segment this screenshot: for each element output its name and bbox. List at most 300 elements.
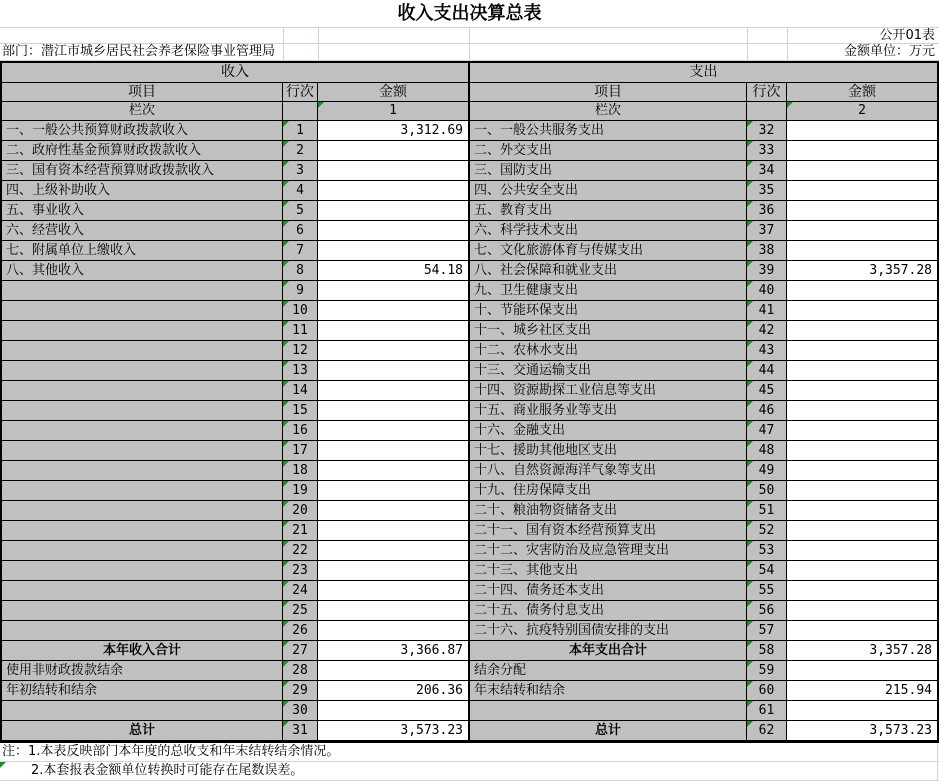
income-line-cell[interactable]: 23 [283,561,318,580]
income-item-cell[interactable] [2,581,283,600]
expenditure-lanci-value-cell[interactable] [787,102,937,120]
income-amount-cell[interactable] [318,321,468,340]
income-row-21 [2,521,468,541]
comment-indicator-icon [283,541,289,547]
comment-indicator-icon [283,361,289,367]
expenditure-amount-cell[interactable] [787,121,937,140]
income-row-30 [2,701,468,721]
income-column-headers [2,83,468,102]
expenditure-amount-cell[interactable] [787,361,937,380]
expenditure-amount-cell[interactable] [787,301,937,320]
expenditure-line-cell[interactable]: 61 [747,701,787,720]
comment-indicator-icon [747,141,753,147]
income-item-cell[interactable] [2,281,283,300]
expenditure-line-cell[interactable]: 44 [747,361,787,380]
income-item-cell[interactable] [2,701,283,720]
expenditure-line-cell[interactable]: 39 [747,261,787,280]
income-item-cell[interactable] [2,521,283,540]
expenditure-amount-cell[interactable] [787,501,937,520]
income-item-cell[interactable] [2,621,283,640]
income-row-12 [2,341,468,361]
expenditure-row-44 [470,361,937,381]
income-amount-cell[interactable] [318,141,468,160]
income-line-cell[interactable]: 14 [283,381,318,400]
income-line-cell[interactable]: 8 [283,261,318,280]
notes-area [0,743,939,781]
comment-indicator-icon [747,601,753,607]
income-item-cell[interactable] [2,461,283,480]
expenditure-lanci-blank-cell[interactable] [747,102,787,120]
expenditure-row-55 [470,581,937,601]
income-row-11 [2,321,468,341]
income-amount-cell[interactable] [318,201,468,220]
income-lanci-value-cell[interactable] [318,102,468,120]
expenditure-item-cell[interactable]: 本年支出合计 [470,641,747,660]
department-label: 部门：潜江市城乡居民社会养老保险事业管理局 [2,44,276,59]
comment-indicator-icon [747,641,753,647]
income-line-cell[interactable]: 9 [283,281,318,300]
income-row-23 [2,561,468,581]
expenditure-amount-cell[interactable] [787,701,937,720]
income-amount-cell[interactable] [318,361,468,380]
expenditure-item-cell[interactable]: 十、节能环保支出 [470,301,747,320]
expenditure-item-cell[interactable]: 八、社会保障和就业支出 [470,261,747,280]
income-amount-cell[interactable] [318,161,468,180]
expenditure-line-cell[interactable]: 32 [747,121,787,140]
expenditure-lanci-label-cell[interactable]: 栏次 [470,102,747,120]
comment-indicator-icon [747,261,753,267]
income-amount-cell[interactable]: 3,573.23 [318,721,468,740]
expenditure-amount-cell[interactable] [787,601,937,620]
income-line-cell[interactable]: 3 [283,161,318,180]
expenditure-line-cell[interactable]: 56 [747,601,787,620]
income-line-cell[interactable]: 1 [283,121,318,140]
income-line-cell[interactable]: 16 [283,421,318,440]
comment-indicator-icon [283,581,289,587]
income-lanci-blank-cell[interactable] [283,102,318,120]
income-item-cell[interactable] [2,361,283,380]
expenditure-line-cell[interactable]: 48 [747,441,787,460]
income-line-cell[interactable]: 31 [283,721,318,740]
income-amount-cell[interactable]: 54.18 [318,261,468,280]
comment-indicator-icon [283,321,289,327]
income-row-2 [2,141,468,161]
expenditure-row-53 [470,541,937,561]
meta-row-sheet-label [0,28,939,44]
income-item-cell[interactable] [2,401,283,420]
comment-indicator-icon [747,121,753,127]
expenditure-row-51 [470,501,937,521]
income-amount-cell[interactable] [318,561,468,580]
income-amount-cell[interactable] [318,501,468,520]
income-item-cell[interactable]: 二、政府性基金预算财政拨款收入 [2,141,283,160]
expenditure-line-cell[interactable]: 55 [747,581,787,600]
expenditure-item-cell[interactable]: 二十六、抗疫特别国债安排的支出 [470,621,747,640]
income-line-cell[interactable]: 19 [283,481,318,500]
expenditure-section-title[interactable]: 支出 [470,63,937,83]
comment-indicator-icon [283,461,289,467]
expenditure-header-amount[interactable]: 金额 [787,83,937,101]
income-row-17 [2,441,468,461]
expenditure-header-line[interactable]: 行次 [747,83,787,101]
note-line-2-text: 2.本套报表金额单位转换时可能存在尾数误差。 [31,763,304,778]
comment-indicator-icon [747,681,753,687]
income-item-cell[interactable]: 七、附属单位上缴收入 [2,241,283,260]
income-amount-cell[interactable] [318,581,468,600]
income-lanci-label-cell[interactable]: 栏次 [2,102,283,120]
income-item-cell[interactable] [2,561,283,580]
expenditure-line-cell[interactable]: 42 [747,321,787,340]
income-rows [2,121,468,741]
income-line-cell[interactable]: 10 [283,301,318,320]
expenditure-line-cell[interactable]: 54 [747,561,787,580]
expenditure-item-cell[interactable]: 四、公共安全支出 [470,181,747,200]
income-item-cell[interactable]: 使用非财政拨款结余 [2,661,283,680]
income-item-cell[interactable]: 总计 [2,721,283,740]
expenditure-amount-cell[interactable] [787,221,937,240]
expenditure-item-cell[interactable]: 九、卫生健康支出 [470,281,747,300]
expenditure-amount-cell[interactable]: 3,573.23 [787,721,937,740]
expenditure-line-cell[interactable]: 34 [747,161,787,180]
income-amount-cell[interactable] [318,661,468,680]
expenditure-line-cell[interactable]: 60 [747,681,787,700]
income-line-cell[interactable]: 27 [283,641,318,660]
comment-indicator-icon [283,301,289,307]
expenditure-item-cell[interactable]: 结余分配 [470,661,747,680]
expenditure-line-cell[interactable]: 57 [747,621,787,640]
expenditure-amount-cell[interactable] [787,161,937,180]
comment-indicator-icon [747,441,753,447]
income-amount-cell[interactable] [318,221,468,240]
comment-indicator-icon [283,421,289,427]
meta-row-department [0,44,939,61]
expenditure-line-cell[interactable]: 50 [747,481,787,500]
expenditure-amount-cell[interactable] [787,521,937,540]
expenditure-line-cell[interactable]: 51 [747,501,787,520]
income-item-cell[interactable]: 本年收入合计 [2,641,283,660]
comment-indicator-icon [787,102,793,108]
expenditure-row-38 [470,241,937,261]
income-row-20 [2,501,468,521]
expenditure-item-cell[interactable]: 年末结转和结余 [470,681,747,700]
income-amount-cell[interactable]: 3,366.87 [318,641,468,660]
expenditure-item-cell[interactable]: 二十一、国有资本经营预算支出 [470,521,747,540]
comment-indicator-icon [747,301,753,307]
income-amount-cell[interactable] [318,601,468,620]
expenditure-amount-cell[interactable] [787,441,937,460]
income-line-cell[interactable]: 29 [283,681,318,700]
expenditure-line-cell[interactable]: 52 [747,521,787,540]
expenditure-row-32 [470,121,937,141]
income-line-cell[interactable]: 5 [283,201,318,220]
expenditure-line-cell[interactable]: 45 [747,381,787,400]
income-item-cell[interactable]: 三、国有资本经营预算财政拨款收入 [2,161,283,180]
income-amount-cell[interactable] [318,421,468,440]
comment-indicator-icon [747,341,753,347]
expenditure-amount-cell[interactable] [787,241,937,260]
expenditure-line-cell[interactable]: 58 [747,641,787,660]
income-item-cell[interactable] [2,501,283,520]
expenditure-item-cell[interactable]: 二十、粮油物资储备支出 [470,501,747,520]
expenditure-line-cell[interactable]: 47 [747,421,787,440]
expenditure-amount-cell[interactable] [787,421,937,440]
income-row-8 [2,261,468,281]
expenditure-item-cell[interactable]: 十二、农林水支出 [470,341,747,360]
income-item-cell[interactable]: 年初结转和结余 [2,681,283,700]
note-line-2[interactable] [0,762,939,781]
comment-indicator-icon [747,161,753,167]
expenditure-line-cell[interactable]: 53 [747,541,787,560]
income-item-cell[interactable]: 一、一般公共预算财政拨款收入 [2,121,283,140]
expenditure-row-43 [470,341,937,361]
income-line-cell[interactable]: 28 [283,661,318,680]
income-header-line[interactable]: 行次 [283,83,318,101]
comment-indicator-icon [747,501,753,507]
expenditure-amount-cell[interactable]: 3,357.28 [787,261,937,280]
comment-indicator-icon [747,421,753,427]
income-line-cell[interactable]: 21 [283,521,318,540]
expenditure-item-cell[interactable]: 三、国防支出 [470,161,747,180]
expenditure-line-cell[interactable]: 43 [747,341,787,360]
expenditure-row-41 [470,301,937,321]
expenditure-row-61 [470,701,937,721]
income-header-item[interactable]: 项目 [2,83,283,101]
expenditure-amount-cell[interactable] [787,561,937,580]
expenditure-item-cell[interactable]: 十五、商业服务业等支出 [470,401,747,420]
expenditure-item-cell[interactable]: 十四、资源勘探工业信息等支出 [470,381,747,400]
income-header-amount[interactable]: 金额 [318,83,468,101]
expenditure-column-headers [470,83,937,102]
expenditure-amount-cell[interactable] [787,181,937,200]
income-line-cell[interactable]: 20 [283,501,318,520]
income-amount-cell[interactable] [318,521,468,540]
income-item-cell[interactable] [2,301,283,320]
income-amount-cell[interactable]: 3,312.69 [318,121,468,140]
expenditure-item-cell[interactable]: 十三、交通运输支出 [470,361,747,380]
income-line-cell[interactable]: 17 [283,441,318,460]
expenditure-amount-cell[interactable]: 215.94 [787,681,937,700]
comment-indicator-icon [747,321,753,327]
comment-indicator-icon [283,601,289,607]
income-row-7 [2,241,468,261]
income-line-cell[interactable]: 4 [283,181,318,200]
income-amount-cell[interactable] [318,241,468,260]
page-title: 收入支出决算总表 [0,0,939,28]
income-item-cell[interactable] [2,341,283,360]
income-line-cell[interactable]: 12 [283,341,318,360]
comment-indicator-icon [747,241,753,247]
comment-indicator-icon [283,241,289,247]
expenditure-item-cell[interactable] [470,701,747,720]
expenditure-item-cell[interactable]: 二十三、其他支出 [470,561,747,580]
expenditure-item-cell[interactable]: 七、文化旅游体育与传媒支出 [470,241,747,260]
income-item-cell[interactable]: 五、事业收入 [2,201,283,220]
expenditure-row-62 [470,721,937,741]
comment-indicator-icon [283,121,289,127]
expenditure-item-cell[interactable]: 二十四、债务还本支出 [470,581,747,600]
income-item-cell[interactable]: 八、其他收入 [2,261,283,280]
comment-indicator-icon [747,461,753,467]
expenditure-lanci-value: 2 [858,103,866,118]
expenditure-item-cell[interactable]: 一、一般公共服务支出 [470,121,747,140]
income-row-4 [2,181,468,201]
comment-indicator-icon [283,181,289,187]
income-item-cell[interactable]: 四、上级补助收入 [2,181,283,200]
note-line-1[interactable]: 注：1.本表反映部门本年度的总收支和年末结转结余情况。 [0,743,939,762]
expenditure-line-cell[interactable]: 35 [747,181,787,200]
expenditure-row-39 [470,261,937,281]
expenditure-amount-cell[interactable] [787,201,937,220]
income-line-cell[interactable]: 7 [283,241,318,260]
expenditure-line-cell[interactable]: 49 [747,461,787,480]
expenditure-item-cell[interactable]: 十九、住房保障支出 [470,481,747,500]
income-amount-cell[interactable] [318,181,468,200]
income-row-10 [2,301,468,321]
income-amount-cell[interactable] [318,481,468,500]
expenditure-lanci-row [470,102,937,121]
comment-indicator-icon [747,361,753,367]
income-row-25 [2,601,468,621]
income-item-cell[interactable] [2,601,283,620]
income-row-27 [2,641,468,661]
expenditure-row-47 [470,421,937,441]
expenditure-amount-cell[interactable] [787,541,937,560]
comment-indicator-icon [283,281,289,287]
expenditure-amount-cell[interactable] [787,341,937,360]
expenditure-amount-cell[interactable] [787,461,937,480]
income-line-cell[interactable]: 25 [283,601,318,620]
income-section [2,63,470,741]
income-section-title[interactable]: 收入 [2,63,468,83]
income-item-cell[interactable] [2,381,283,400]
expenditure-amount-cell[interactable] [787,401,937,420]
comment-indicator-icon [747,401,753,407]
income-row-3 [2,161,468,181]
expenditure-item-cell[interactable]: 二十五、债务付息支出 [470,601,747,620]
expenditure-line-cell[interactable]: 37 [747,221,787,240]
comment-indicator-icon [283,201,289,207]
expenditure-header-item[interactable]: 项目 [470,83,747,101]
expenditure-section [470,63,937,741]
expenditure-line-cell[interactable]: 40 [747,281,787,300]
income-item-cell[interactable] [2,541,283,560]
expenditure-item-cell[interactable]: 十六、金融支出 [470,421,747,440]
expenditure-amount-cell[interactable] [787,661,937,680]
income-row-15 [2,401,468,421]
expenditure-amount-cell[interactable] [787,621,937,640]
income-row-29 [2,681,468,701]
expenditure-line-cell[interactable]: 33 [747,141,787,160]
expenditure-row-42 [470,321,937,341]
main-table [0,61,939,743]
comment-indicator-icon [283,621,289,627]
expenditure-amount-cell[interactable] [787,581,937,600]
income-lanci-value: 1 [389,103,397,118]
income-line-cell[interactable]: 2 [283,141,318,160]
expenditure-amount-cell[interactable] [787,281,937,300]
expenditure-amount-cell[interactable] [787,481,937,500]
expenditure-amount-cell[interactable]: 3,357.28 [787,641,937,660]
expenditure-amount-cell[interactable] [787,321,937,340]
income-amount-cell[interactable] [318,401,468,420]
income-item-cell[interactable] [2,441,283,460]
comment-indicator-icon [747,581,753,587]
expenditure-line-cell[interactable]: 36 [747,201,787,220]
expenditure-item-cell[interactable]: 总计 [470,721,747,740]
expenditure-row-56 [470,601,937,621]
expenditure-amount-cell[interactable] [787,381,937,400]
expenditure-item-cell[interactable]: 二十二、灾害防治及应急管理支出 [470,541,747,560]
expenditure-row-48 [470,441,937,461]
income-item-cell[interactable]: 六、经营收入 [2,221,283,240]
comment-indicator-icon [283,721,289,727]
income-line-cell[interactable]: 22 [283,541,318,560]
income-row-24 [2,581,468,601]
income-amount-cell[interactable] [318,441,468,460]
comment-indicator-icon [747,701,753,707]
expenditure-rows [470,121,937,741]
income-item-cell[interactable] [2,481,283,500]
comment-indicator-icon [283,141,289,147]
income-row-13 [2,361,468,381]
income-line-cell[interactable]: 30 [283,701,318,720]
comment-indicator-icon [283,221,289,227]
income-line-cell[interactable]: 6 [283,221,318,240]
income-amount-cell[interactable]: 206.36 [318,681,468,700]
income-amount-cell[interactable] [318,281,468,300]
income-amount-cell[interactable] [318,341,468,360]
income-line-cell[interactable]: 26 [283,621,318,640]
expenditure-line-cell[interactable]: 62 [747,721,787,740]
income-amount-cell[interactable] [318,461,468,480]
income-amount-cell[interactable] [318,701,468,720]
expenditure-row-52 [470,521,937,541]
income-amount-cell[interactable] [318,621,468,640]
income-item-cell[interactable] [2,321,283,340]
income-amount-cell[interactable] [318,301,468,320]
income-amount-cell[interactable] [318,541,468,560]
income-line-cell[interactable]: 15 [283,401,318,420]
comment-indicator-icon [747,381,753,387]
income-row-14 [2,381,468,401]
income-line-cell[interactable]: 11 [283,321,318,340]
expenditure-line-cell[interactable]: 59 [747,661,787,680]
expenditure-amount-cell[interactable] [787,141,937,160]
comment-indicator-icon [747,621,753,627]
expenditure-line-cell[interactable]: 38 [747,241,787,260]
expenditure-item-cell[interactable]: 十八、自然资源海洋气象等支出 [470,461,747,480]
income-line-cell[interactable]: 13 [283,361,318,380]
income-line-cell[interactable]: 24 [283,581,318,600]
expenditure-item-cell[interactable]: 六、科学技术支出 [470,221,747,240]
expenditure-row-60 [470,681,937,701]
expenditure-item-cell[interactable]: 十一、城乡社区支出 [470,321,747,340]
income-item-cell[interactable] [2,421,283,440]
comment-indicator-icon [283,501,289,507]
expenditure-line-cell[interactable]: 46 [747,401,787,420]
expenditure-line-cell[interactable]: 41 [747,301,787,320]
comment-indicator-icon [283,441,289,447]
expenditure-item-cell[interactable]: 二、外交支出 [470,141,747,160]
expenditure-item-cell[interactable]: 五、教育支出 [470,201,747,220]
expenditure-row-36 [470,201,937,221]
income-line-cell[interactable]: 18 [283,461,318,480]
expenditure-row-49 [470,461,937,481]
comment-indicator-icon [283,641,289,647]
comment-indicator-icon [283,161,289,167]
income-amount-cell[interactable] [318,381,468,400]
expenditure-item-cell[interactable]: 十七、援助其他地区支出 [470,441,747,460]
